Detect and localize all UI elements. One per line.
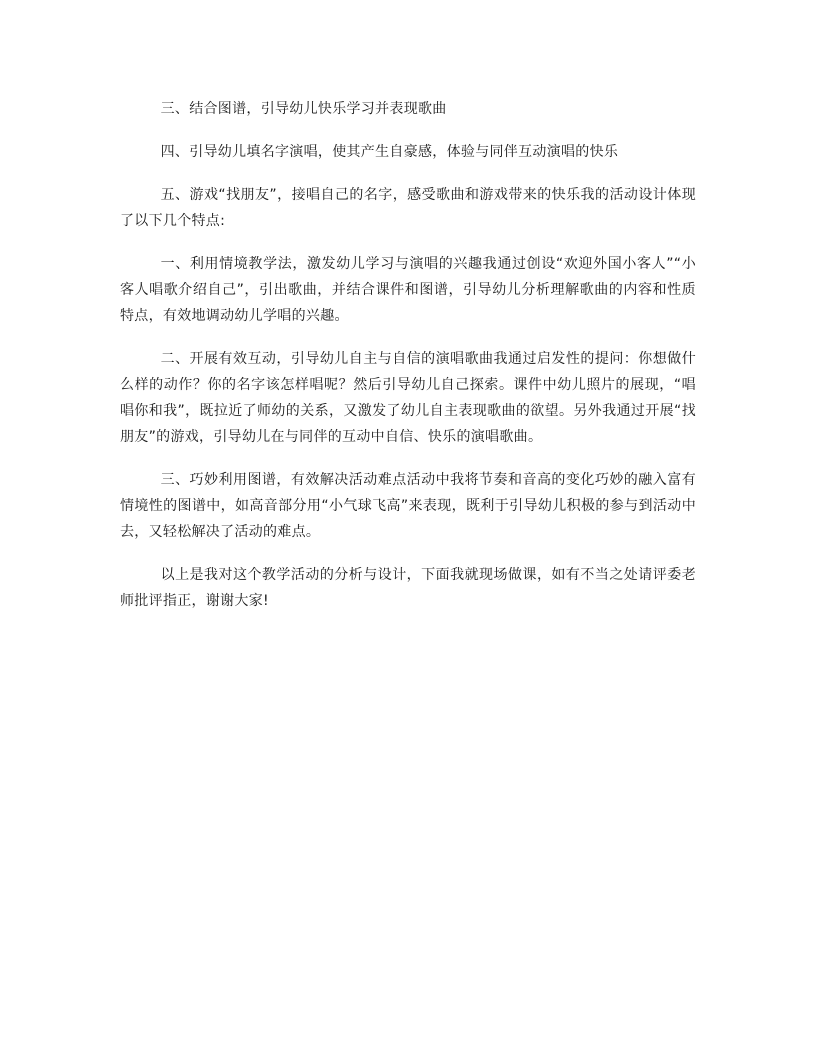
paragraph-step-five: 五、游戏“找朋友”，接唱自己的名字，感受歌曲和游戏带来的快乐我的活动设计体现了以下几个特点: bbox=[120, 187, 696, 229]
paragraph-feature-two: 二、开展有效互动，引导幼儿自主与自信的演唱歌曲我通过启发性的提问：你想做什么样的动作？你的名字该怎样唱呢？然后引导幼儿自己探索。课件中幼儿照片的展现，“唱唱你和我”，既拉近了师幼的关系，又激发了幼儿自主表现歌曲的欲望。另外我通过开展“找朋友”的游戏，引导幼儿在与同伴的互动中自信、快乐的演唱歌曲。 bbox=[120, 351, 696, 445]
paragraph-step-three: 三、结合图谱，引导幼儿快乐学习并表现歌曲 bbox=[160, 101, 447, 117]
paragraph-step-four: 四、引导幼儿填名字演唱，使其产生自豪感，体验与同伴互动演唱的快乐 bbox=[160, 144, 619, 160]
document-body bbox=[120, 96, 696, 631]
paragraph-closing: 以上是我对这个教学活动的分析与设计，下面我就现场做课，如有不当之处请评委老师批评指正，谢谢大家! bbox=[120, 567, 696, 609]
paragraph-feature-one: 一、利用情境教学法，激发幼儿学习与演唱的兴趣我通过创设“欢迎外国小客人”“小客人唱歌介绍自己”，引出歌曲，并结合课件和图谱，引导幼儿分析理解歌曲的内容和性质特点，有效地调动幼儿学唱的兴趣。 bbox=[120, 256, 696, 324]
paragraph-feature-three: 三、巧妙利用图谱，有效解决活动难点活动中我将节奏和音高的变化巧妙的融入富有情境性的图谱中，如高音部分用“小气球飞高”来表现，既利于引导幼儿积极的参与到活动中去，又轻松解决了活动的难点。 bbox=[120, 472, 696, 540]
